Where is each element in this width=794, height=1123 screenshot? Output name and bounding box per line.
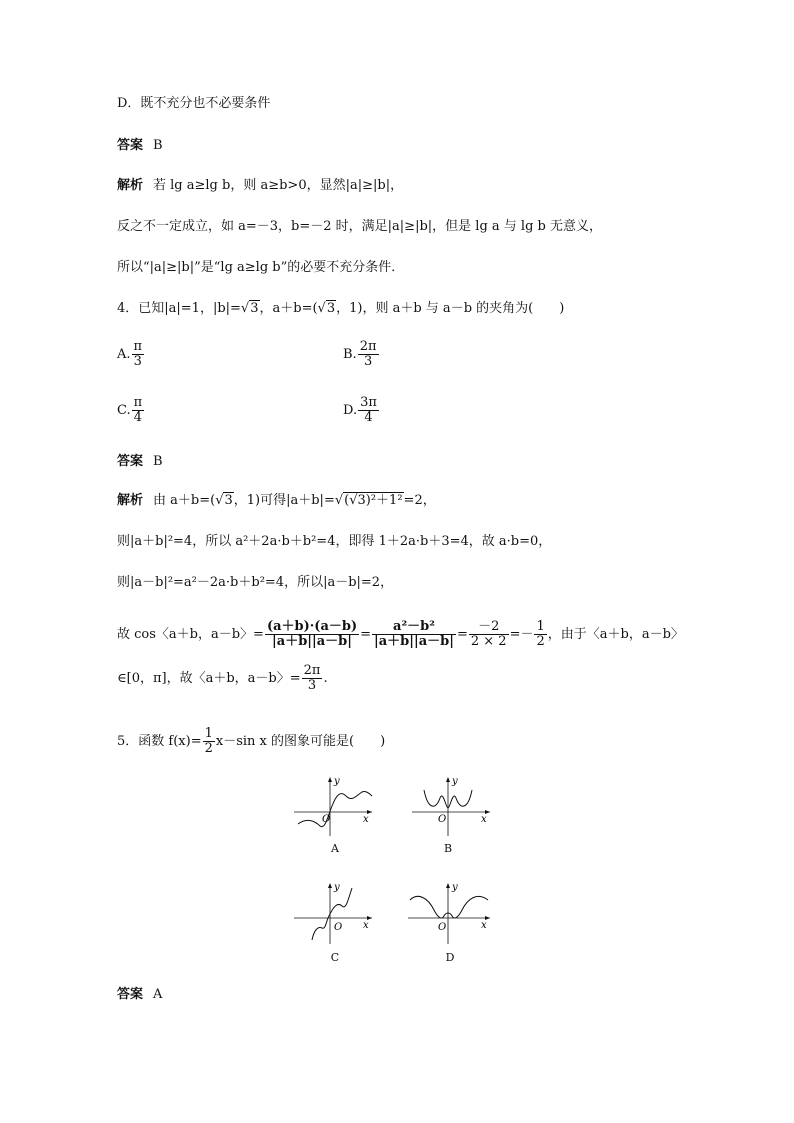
- numerator: 3π: [360, 395, 377, 410]
- explanation-label: 解析: [117, 493, 144, 508]
- exp2-text-c: =2，: [403, 493, 436, 508]
- numerator: 2π: [303, 663, 321, 678]
- numerator: a²－b²: [372, 620, 456, 635]
- q4-text-c: ，1)，则 a＋b 与 a－b 的夹角为( ): [336, 301, 565, 316]
- numerator: (a＋b)·(a－b): [266, 619, 358, 634]
- sqrt-expr-radicand: (√3)²＋1²: [344, 493, 403, 508]
- sqrt-3c-radicand: 3: [224, 493, 233, 508]
- exp2-since-text: ，由于〈a＋b，a－b〉: [547, 627, 684, 642]
- fraction-3: [469, 620, 509, 649]
- q4-option-d[interactable]: [343, 396, 380, 425]
- option-fraction: [358, 340, 379, 369]
- q4-option-a[interactable]: [117, 340, 145, 369]
- exp2-cos-text: 故 cos〈a＋b，a－b〉=: [117, 627, 264, 642]
- graph-a-caption: A: [331, 842, 339, 855]
- origin-label: O: [438, 922, 447, 933]
- answer-value: B: [153, 454, 163, 469]
- answer-label: 答案: [117, 138, 144, 153]
- sqrt-3-radicand: 3: [250, 301, 259, 316]
- period: .: [323, 671, 328, 686]
- q4-text-b: ，a＋b=(: [259, 301, 318, 316]
- numerator: 1: [204, 726, 213, 741]
- graph-b-caption: B: [443, 842, 453, 855]
- q4-option-c[interactable]: [117, 396, 145, 425]
- answer-label: 答案: [117, 454, 144, 469]
- explanation-2-line-1: [117, 492, 436, 510]
- q5-text-a: 5．函数 f(x)=: [117, 734, 202, 749]
- option-fraction: [358, 396, 379, 425]
- q5-fraction: [203, 727, 215, 756]
- sqrt-3b-radicand: 3: [326, 301, 336, 316]
- fraction-1: [265, 620, 359, 649]
- x-label: x: [481, 920, 487, 931]
- y-label: y: [334, 776, 340, 787]
- denominator: |a＋b||a－b|: [272, 634, 352, 649]
- option-letter: D.: [343, 403, 358, 418]
- denominator: 2: [204, 741, 213, 756]
- x-label: x: [363, 920, 369, 931]
- y-arrow-icon: [328, 883, 332, 888]
- fraction-4: [534, 620, 546, 649]
- denominator: 2 × 2: [470, 634, 507, 649]
- sqrt-3: √3: [240, 301, 259, 316]
- curve: [312, 888, 352, 940]
- graph-d[interactable]: [406, 880, 494, 946]
- explanation-2-line-3: 则|a－b|²=a²－2a·b＋b²=4，所以|a－b|=2，: [117, 575, 394, 590]
- option-letter: C.: [117, 403, 131, 418]
- equals: =: [456, 627, 468, 642]
- graph-b[interactable]: [410, 774, 494, 838]
- exp2-text-a: 由 a＋b=(: [153, 493, 216, 508]
- curve: [410, 896, 488, 918]
- origin-label: O: [334, 922, 343, 933]
- fraction-5: [302, 664, 323, 693]
- origin-label: O: [438, 814, 447, 825]
- option-fraction: [132, 340, 145, 369]
- numerator: π: [133, 395, 143, 410]
- explanation-label: 解析: [117, 178, 144, 193]
- explanation-1-line-1: [117, 177, 403, 195]
- numerator: 1: [536, 619, 545, 634]
- y-arrow-icon: [328, 777, 332, 782]
- answer-value: B: [153, 138, 163, 153]
- numerator: π: [133, 339, 143, 354]
- y-label: y: [334, 882, 340, 893]
- option-fraction: [132, 396, 145, 425]
- graph-c-caption: C: [330, 951, 340, 964]
- denominator: 3: [133, 354, 142, 369]
- fraction-2: [372, 620, 456, 649]
- denominator: 3: [307, 678, 317, 693]
- graph-d-caption: D: [445, 951, 455, 964]
- denominator: |a＋b||a－b|: [374, 634, 454, 649]
- exp2-text-b: ，1)可得|a＋b|=: [233, 493, 335, 508]
- answer-2: [117, 453, 163, 471]
- option-d-text: D．既不充分也不必要条件: [117, 96, 271, 111]
- denominator: 4: [133, 410, 143, 425]
- answer-value: A: [153, 987, 163, 1002]
- answer-1: [117, 137, 163, 155]
- denominator: 4: [364, 410, 373, 425]
- numerator: －2: [469, 620, 509, 635]
- explanation-text: 若 lg a≥lg b，则 a≥b>0，显然|a|≥|b|，: [153, 178, 404, 193]
- explanation-2-line-4: [117, 620, 684, 649]
- explanation-2-line-5: [117, 664, 328, 693]
- question-4: [117, 300, 564, 318]
- origin-label: O: [322, 814, 331, 825]
- sqrt-expr: √(√3)²＋1²: [334, 493, 403, 508]
- q4-option-b[interactable]: [343, 340, 380, 369]
- option-letter: B.: [343, 347, 357, 362]
- numerator: 2π: [359, 339, 377, 354]
- equals-negative: =－: [509, 627, 534, 642]
- option-letter: A.: [117, 347, 131, 362]
- explanation-1-line-3: 所以“|a|≥|b|”是“lg a≥lg b”的必要不充分条件．: [117, 260, 405, 275]
- answer-3: [117, 986, 162, 1004]
- y-label: y: [452, 882, 458, 893]
- graph-c[interactable]: [292, 880, 376, 946]
- explanation-2-line-2: 则|a＋b|²=4，所以 a²＋2a·b＋b²=4，即得 1＋2a·b＋3=4，故 a·b=0，: [117, 534, 552, 549]
- x-label: x: [481, 814, 487, 825]
- equals: =: [360, 627, 372, 642]
- curve: [298, 791, 372, 826]
- graph-a[interactable]: [292, 774, 376, 838]
- denominator: 3: [363, 354, 373, 369]
- q4-text-a: 4．已知|a|=1，|b|=: [117, 301, 241, 316]
- y-arrow-icon: [446, 883, 450, 888]
- explanation-1-line-2: 反之不一定成立，如 a=－3，b=－2 时，满足|a|≥|b|，但是 lg a 与 lg b 无意义，: [117, 219, 602, 234]
- y-label: y: [452, 776, 458, 787]
- x-label: x: [363, 814, 369, 825]
- answer-label: 答案: [117, 987, 144, 1002]
- denominator: 2: [536, 634, 545, 649]
- sqrt-3c: √3: [215, 493, 233, 508]
- q5-text-b: x－sin x 的图象可能是( ): [215, 734, 386, 749]
- y-arrow-icon: [446, 777, 450, 782]
- question-5: [117, 727, 385, 756]
- sqrt-3b: √3: [317, 301, 336, 316]
- exp2-range-text: ∈[0，π]，故〈a＋b，a－b〉=: [117, 671, 301, 686]
